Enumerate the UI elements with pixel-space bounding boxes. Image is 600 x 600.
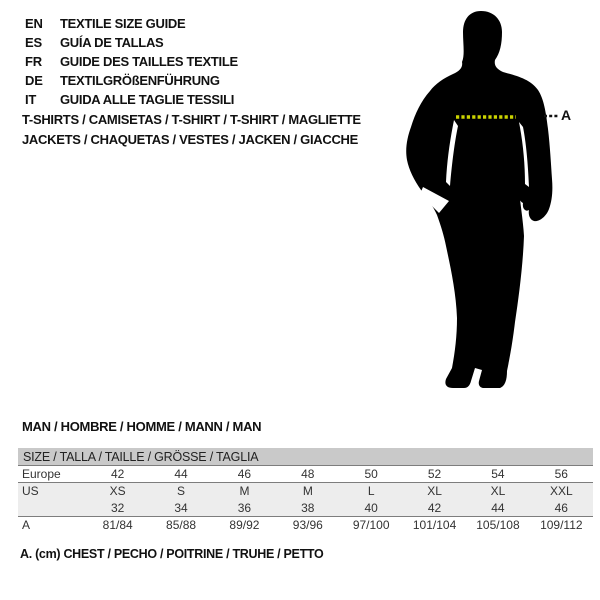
language-label: GUIDA ALLE TAGLIE TESSILI [60,92,235,107]
table-cell: L [367,484,375,498]
table-cell: 89/92 [229,518,260,532]
table-cell: 42 [111,467,125,481]
table-cell: 56 [554,467,568,481]
table-cell: 48 [301,467,315,481]
table-row-us [18,483,593,500]
table-row-numeric [18,500,593,517]
table-cell: 50 [364,467,378,481]
table-cell: 52 [427,467,442,481]
table-cell: XL [490,484,506,498]
table-cell: XL [427,484,442,498]
category-jackets: JACKETS / CHAQUETAS / VESTES / JACKEN / GIACCHE [22,132,358,147]
table-cell: 109/112 [540,518,583,532]
size-table [18,448,593,534]
row-label [18,500,86,517]
section-title-man: MAN / HOMBRE / HOMME / MANN / MAN [22,419,262,434]
language-label: GUIDE DES TAILLES TEXTILE [60,54,238,69]
language-code: FR [25,54,42,69]
table-cell: M [239,484,250,498]
table-cell: 105/108 [476,518,520,532]
language-code: DE [25,73,43,88]
table-cell: 93/96 [292,518,323,532]
table-cell: 32 [111,501,125,515]
language-code: EN [25,16,43,31]
table-cell: 44 [491,501,505,515]
row-label: US [22,484,39,498]
measure-label-a: A [561,107,572,123]
table-cell: 40 [364,501,378,515]
language-code: ES [25,35,42,50]
table-cell: 42 [427,501,442,515]
table-cell: 85/88 [166,518,197,532]
table-cell: 46 [554,501,568,515]
table-cell: 101/104 [412,518,457,532]
table-cell: 54 [491,467,505,481]
row-label: Europe [22,467,61,481]
language-label: TEXTILE SIZE GUIDE [60,16,186,31]
language-code: IT [25,92,37,107]
table-cell: 36 [237,501,252,515]
category-tshirts: T-SHIRTS / CAMISETAS / T-SHIRT / T-SHIRT / MAGLIETTE [22,112,361,127]
table-cell: M [302,484,313,498]
table-cell: XS [109,484,126,498]
table-cell: XXL [549,484,573,498]
table-cell: 97/100 [352,518,390,532]
table-cell: 38 [301,501,315,515]
row-label: A [22,518,31,532]
table-cell: 81/84 [102,518,133,532]
language-label: GUÍA DE TALLAS [60,35,164,50]
table-row-chest-a [18,517,593,534]
language-label: TEXTILGRÖßENFÜHRUNG [60,73,220,88]
table-cell: S [177,484,186,498]
table-cell: 34 [174,501,188,515]
table-row-europe [18,466,593,483]
size-table-header: SIZE / TALLA / TAILLE / GRÖSSE / TAGLIA [18,448,593,466]
footnote-chest-measure: A. (cm) CHEST / PECHO / POITRINE / TRUHE / PETTO [20,547,324,561]
table-cell: 44 [174,467,188,481]
table-cell: 46 [237,467,252,481]
